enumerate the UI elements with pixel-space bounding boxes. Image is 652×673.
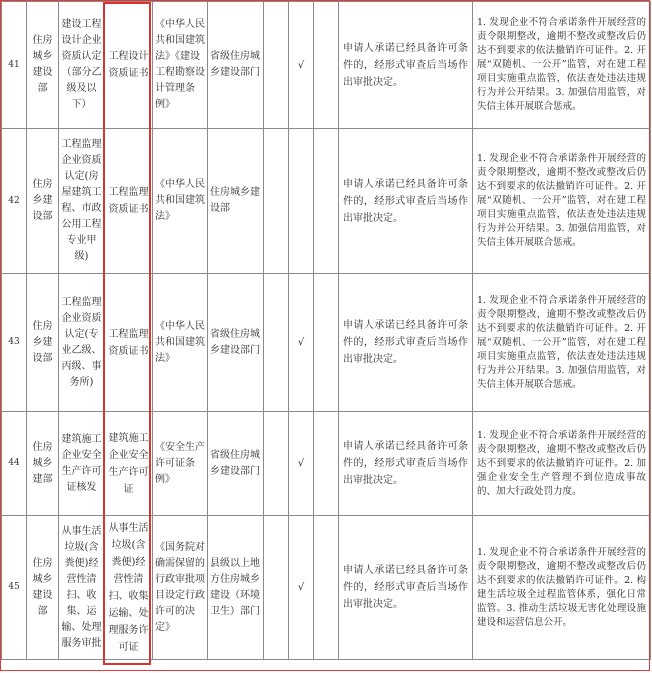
- item-cell: 从事生活垃圾(含粪便)经营性清扫、收集、运输、处理服务审批: [59, 516, 105, 660]
- mode-cell-3: [314, 412, 339, 516]
- table-row: [2, 129, 651, 274]
- approval-items-table: [1, 1, 651, 660]
- measures-cell: 1. 发现企业不符合承诺条件开展经营的责令限期整改，逾期不整改或整改后仍达不到要求的依法撤销许可证件。2. 开展“双随机、一公开”监管，对在建工程项目实施重点监管，依法查处违法违规行为并公开结果。3. 加强信用监管，对失信主体开展联合惩戒。: [473, 274, 651, 412]
- table-row: [2, 274, 651, 412]
- certificate-cell: 工程监理资质证书: [105, 129, 153, 274]
- mode-cell-3: [314, 129, 339, 274]
- authority-cell: 省级住房城乡建设部门: [208, 2, 264, 129]
- department-cell: 住房城乡建设部: [27, 516, 59, 660]
- item-cell: 工程监理企业资质认定(专业乙级、丙级、事务所): [59, 274, 105, 412]
- mode-cell-3: [314, 516, 339, 660]
- check-cell: √: [289, 274, 314, 412]
- certificate-cell: 从事生活垃圾(含粪便)经营性清扫、收集运输、处理服务许可证: [105, 516, 153, 660]
- row-number: 41: [2, 2, 27, 129]
- basis-cell: 《中华人民共和国建筑法》: [153, 274, 208, 412]
- mode-cell-1: [264, 2, 289, 129]
- measures-cell: 1. 发现企业不符合承诺条件开展经营的责令限期整改，逾期不整改或整改后仍达不到要求的依法撤销许可证件。2. 开展“双随机、一公开”监管，对在建工程项目实施重点监管，依法查处违法违规行为并公开结果。3. 加强信用监管，对失信主体开展联合惩戒。: [473, 2, 651, 129]
- requirement-cell: 申请人承诺已经具备许可条件的，经形式审查后当场作出审批决定。: [339, 129, 473, 274]
- measures-cell: 1. 发现企业不符合承诺条件开展经营的责令限期整改，逾期不整改或整改后仍达不到要求的依法撤销许可证件。2. 开展“双随机、一公开”监管，对在建工程项目实施重点监管，依法查处违法违规行为并公开结果。3. 加强信用监管，对失信主体开展联合惩戒。: [473, 129, 651, 274]
- department-cell: 住房乡建设部: [27, 274, 59, 412]
- requirement-cell: 申请人承诺已经具备许可条件的，经形式审查后当场作出审批决定。: [339, 274, 473, 412]
- department-cell: 住房城乡建部: [27, 412, 59, 516]
- table-row: [2, 412, 651, 516]
- check-cell: √: [289, 516, 314, 660]
- mode-cell-1: [264, 412, 289, 516]
- row-number: 44: [2, 412, 27, 516]
- row-number: 42: [2, 129, 27, 274]
- row-number: 43: [2, 274, 27, 412]
- check-cell: [289, 129, 314, 274]
- basis-cell: 《中华人民共和国建筑法》《建设工程勘察设计管理条例》: [153, 2, 208, 129]
- authority-cell: 省级住房城乡建设部门: [208, 412, 264, 516]
- certificate-cell: 工程监理资质证书: [105, 274, 153, 412]
- certificate-cell: 工程设计资质证书: [105, 2, 153, 129]
- requirement-cell: 申请人承诺已经具备许可条件的，经形式审查后当场作出审批决定。: [339, 412, 473, 516]
- measures-cell: 1. 发现企业不符合承诺条件开展经营的责令限期整改，逾期不整改或整改后仍达不到要求的依法撤销许可证件。2. 构建生活垃圾全过程监管体系，强化日常监管。3. 推动生活垃圾无害化处理设施建设和运营信息公开。: [473, 516, 651, 660]
- basis-cell: 《国务院对确需保留的行政审批项目设定行政许可的决定》: [153, 516, 208, 660]
- requirement-cell: 申请人承诺已经具备许可条件的，经形式审查后当场作出审批决定。: [339, 516, 473, 660]
- basis-cell: 《安全生产许可证条例》: [153, 412, 208, 516]
- table-row: [2, 2, 651, 129]
- check-cell: √: [289, 2, 314, 129]
- mode-cell-3: [314, 2, 339, 129]
- department-cell: 住房城乡建设部: [27, 2, 59, 129]
- authority-cell: 省级住房城乡建设部门: [208, 274, 264, 412]
- mode-cell-3: [314, 274, 339, 412]
- mode-cell-1: [264, 129, 289, 274]
- certificate-cell: 建筑施工企业安全生产许可证: [105, 412, 153, 516]
- requirement-cell: 申请人承诺已经具备许可条件的，经形式审查后当场作出审批决定。: [339, 2, 473, 129]
- item-cell: 工程监理企业资质认定(房屋建筑工程、市政公用工程专业甲级): [59, 129, 105, 274]
- mode-cell-1: [264, 516, 289, 660]
- check-cell: √: [289, 412, 314, 516]
- mode-cell-1: [264, 274, 289, 412]
- item-cell: 建设工程设计企业资质认定（部分乙级及以下）: [59, 2, 105, 129]
- basis-cell: 《中华人民共和国建筑法》: [153, 129, 208, 274]
- table-row: [2, 516, 651, 660]
- item-cell: 建筑施工企业安全生产许可证核发: [59, 412, 105, 516]
- measures-cell: 1. 发现企业不符合承诺条件开展经营的责令限期整改，逾期不整改或整改后仍达不到要求的依法撤销许可证件。2. 加强企业安全生产管理不到位造成事故的、加大行政处罚力度。: [473, 412, 651, 516]
- authority-cell: 住房城乡建设部: [208, 129, 264, 274]
- row-number: 45: [2, 516, 27, 660]
- department-cell: 住房乡建设部: [27, 129, 59, 274]
- authority-cell: 县级以上地方住房城乡建设（环境卫生）部门: [208, 516, 264, 660]
